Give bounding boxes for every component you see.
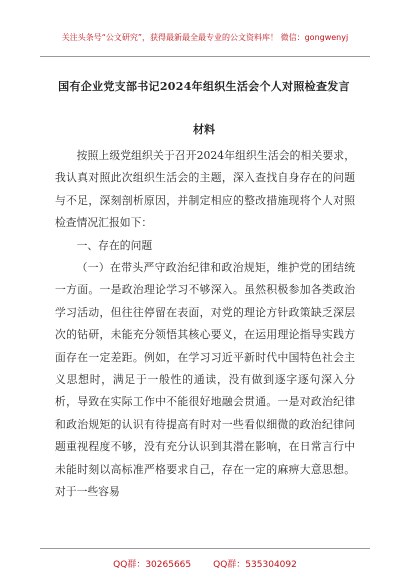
header-banner-text: 关注头条号“公文研究”，获得最新最全最专业的公文资料库！ 微信：gongwenyj — [61, 33, 349, 42]
section-heading: 一、存在的问题 — [76, 238, 153, 252]
footer-bar — [40, 548, 370, 570]
footer-contact — [40, 557, 370, 570]
header-banner — [40, 8, 370, 57]
intro-paragraph: 按照上级党组织关于召开2024年组织生活会的相关要求，我认真对照此次组织生活会的主题，深入查找自身存在的问题与不足，深刻剖析原因，并制定相应的整改措施现将个人对照检查情况汇报如下： — [55, 149, 355, 230]
footer-qq-group-2: QQ群：535304092 — [213, 560, 297, 570]
document-title: 国有企业党支部书记2024年组织生活会个人对照检查发言 — [58, 80, 350, 93]
document-body — [55, 145, 355, 504]
footer-qq-group-1: QQ群：30265665 — [113, 560, 192, 570]
document-title-continued: 材料 — [193, 123, 215, 136]
body-paragraph: （一）在带头严守政治纪律和政治规矩，维护党的团结统一方面。一是政治理论学习不够深入。虽然积极参加各类政治学习活动，但往往停留在表面，对党的理论方针政策缺乏深层次的钻研，未能充分领悟其核心要义，在运用理论指导实践方面存在一定差距。例如，在学习习近平新时代中国特色社会主义思想时，满足于一般性的通读，没有做到逐字逐句深入分析，导致在实际工作中不能很好地融会贯通。一是对政治纪律和政治规矩的认识有待提高有时对一些看似细微的政治纪律问题重视程度不够，没有充分认识到其潜在影响，在日常言行中未能时刻以高标准严格要求自己，存在一定的麻痹大意思想。对于一些容易 — [55, 261, 355, 499]
